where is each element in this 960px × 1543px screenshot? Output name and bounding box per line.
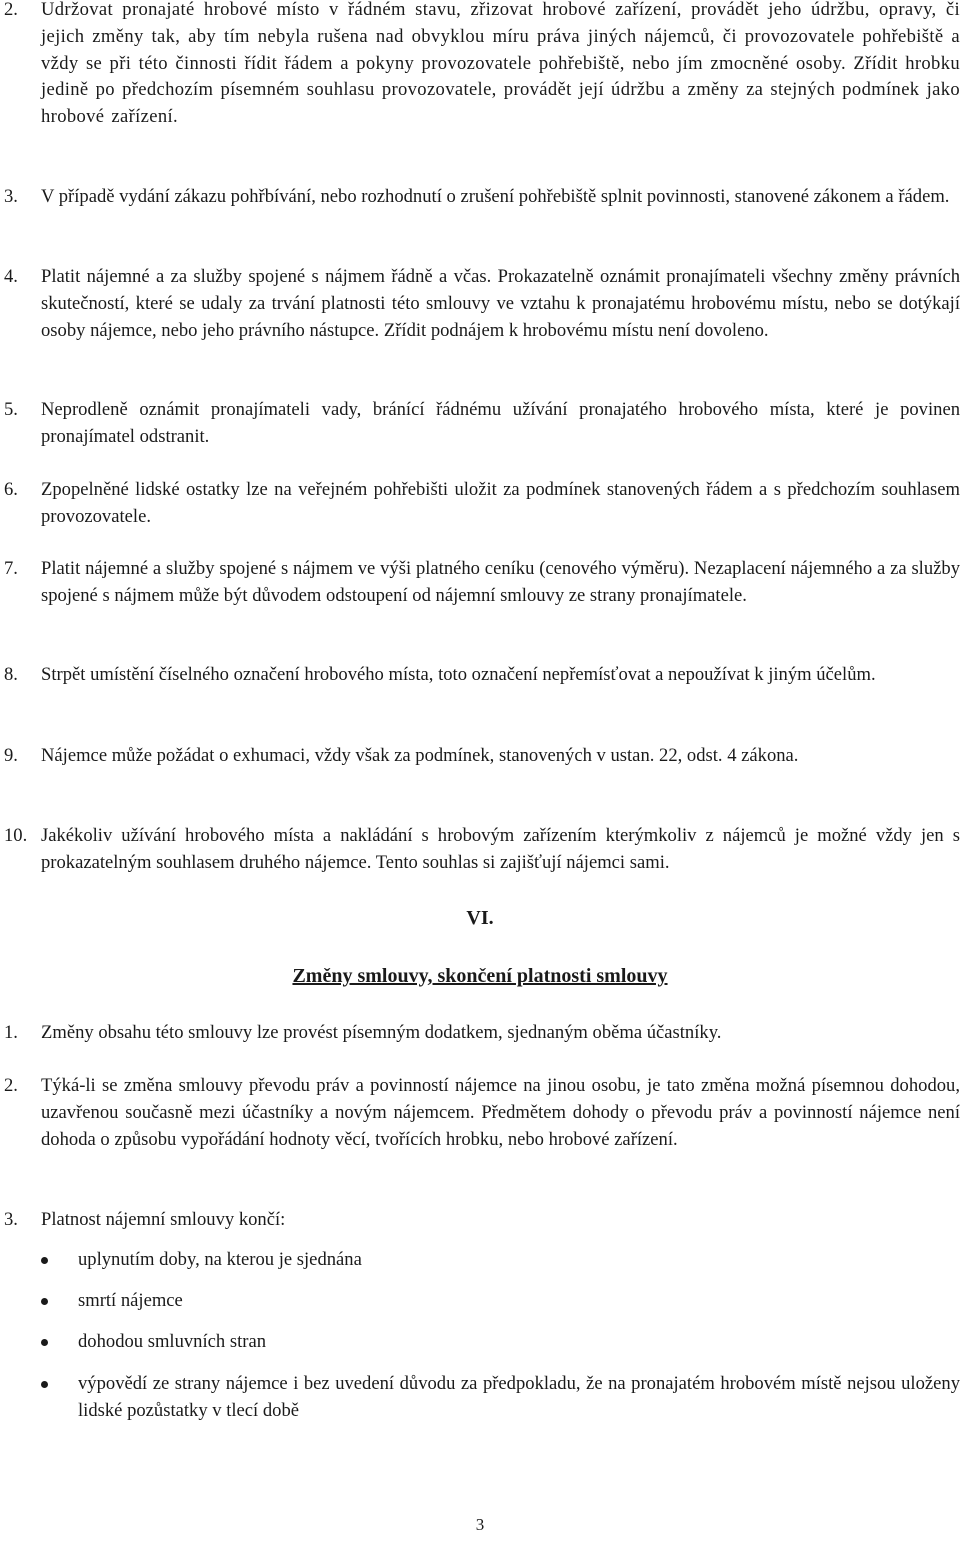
bullet-text: výpovědí ze strany nájemce i bez uvedení důvodu za předpokladu, že na pronajatém hrobovém místě nejsou uloženy lidské pozůstatky v tlecí době (78, 1373, 960, 1421)
list-item-5 (4, 397, 960, 451)
item-text: Platit nájemné a služby spojené s nájmem ve výši platného ceníku (cenového výměru). Nezaplacení nájemného a za služby spojené s nájmem může být důvodem odstoupení od nájemní smlouvy ze strany pronajímatele. (41, 558, 960, 606)
item-text: Strpět umístění číselného označení hrobového místa, toto označení nepřemísťovat a nepoužívat k jiným účelům. (41, 664, 876, 685)
list-item-2b (4, 1073, 960, 1153)
bullet-item (36, 1288, 960, 1315)
bullet-item (36, 1247, 960, 1274)
item-text: Neprodleně oznámit pronajímateli vady, bránící řádnému užívání pronajatého hrobového místa, které je povinen pronajímatel odstranit. (41, 399, 960, 447)
list-item-10 (4, 823, 960, 877)
page-number: 3 (475, 1515, 485, 1534)
list-item-3 (4, 184, 960, 211)
item-text: Zpopelněné lidské ostatky lze na veřejném pohřebišti uložit za podmínek stanovených řádem a s předchozím souhlasem provozovatele. (41, 479, 960, 527)
bullet-item (36, 1329, 960, 1356)
bullet-text: smrtí nájemce (78, 1290, 183, 1311)
item-number: 3. (4, 1209, 18, 1230)
item-number: 7. (4, 558, 18, 579)
bullet-icon (36, 1247, 78, 1273)
item-number: 4. (4, 266, 18, 287)
item-text: Platnost nájemní smlouvy končí: (41, 1209, 286, 1230)
item-text: Týká-li se změna smlouvy převodu práv a povinností nájemce na jinou osobu, je tato změna možná písemnou dohodou, uzavřenou současně mezi účastníky a novým nájemcem. Předmětem dohody o převodu práv a povinností nájemce není dohoda o způsobu vypořádání hodnoty věcí, tvořících hrobku, nebo hrobové zařízení. (41, 1075, 960, 1150)
list-item-3b (4, 1207, 960, 1234)
item-text: Jakékoliv užívání hrobového místa a nakládání s hrobovým zařízením kterýmkoliv z nájemců je možné vždy jen s prokazatelným souhlasem druhého nájemce. Tento souhlas si zajišťují nájemci sami. (41, 825, 960, 873)
bullet-icon (36, 1329, 78, 1355)
item-number: 2. (4, 0, 18, 20)
item-text: Udržovat pronajaté hrobové místo v řádném stavu, zřizovat hrobové zařízení, provádět jeho údržbu, opravy, či jejich změny tak, aby tím nebyla rušena nad obvyklou míru práva jiných nájemců, či provozovatele pohřebiště a vždy se při této činnosti řídit řádem a pokyny provozovatele pohřebiště, nebo jím zmocněné osoby. Zřídit hrobku jedině po předchozím písemném souhlasu provozovatele, provádět její údržbu a změny za stejných podmínek jako hrobové zařízení. (41, 0, 960, 128)
item-number: 2. (4, 1075, 18, 1096)
list-item-2 (4, 0, 960, 131)
section-number: VI. (466, 907, 494, 929)
item-number: 6. (4, 479, 18, 500)
item-number: 10. (4, 825, 28, 846)
item-text: Platit nájemné a za služby spojené s nájmem řádně a včas. Prokazatelně oznámit pronajímateli všechny změny právních skutečností, které se udaly za trvání platnosti této smlouvy ve vztahu k pronajatému hrobovému místu, nebo se dotýkají osoby nájemce, nebo jeho právního nástupce. Zřídit podnájem k hrobovému místu není dovoleno. (41, 266, 960, 341)
bullet-item (36, 1371, 960, 1425)
item-text: Nájemce může požádat o exhumaci, vždy však za podmínek, stanovených v ustan. 22, odst. 4 zákona. (41, 745, 799, 766)
section-title: Změny smlouvy, skončení platnosti smlouvy (292, 965, 668, 987)
item-number: 8. (4, 664, 18, 685)
item-number: 9. (4, 745, 18, 766)
item-number: 3. (4, 186, 18, 207)
item-text: V případě vydání zákazu pohřbívání, nebo rozhodnutí o zrušení pohřebiště splnit povinnosti, stanovené zákonem a řádem. (41, 186, 950, 207)
bullet-text: uplynutím doby, na kterou je sjednána (78, 1249, 362, 1270)
list-item-6 (4, 477, 960, 531)
item-number: 1. (4, 1022, 18, 1043)
list-item-8 (4, 662, 960, 689)
bullet-text: dohodou smluvních stran (78, 1331, 266, 1352)
list-item-9 (4, 743, 960, 770)
item-number: 5. (4, 399, 18, 420)
list-item-7 (4, 556, 960, 610)
list-item-4 (4, 264, 960, 344)
list-item-1 (4, 1020, 960, 1047)
item-text: Změny obsahu této smlouvy lze provést písemným dodatkem, sjednaným oběma účastníky. (41, 1022, 722, 1043)
bullet-icon (36, 1288, 78, 1314)
bullet-icon (36, 1371, 78, 1397)
